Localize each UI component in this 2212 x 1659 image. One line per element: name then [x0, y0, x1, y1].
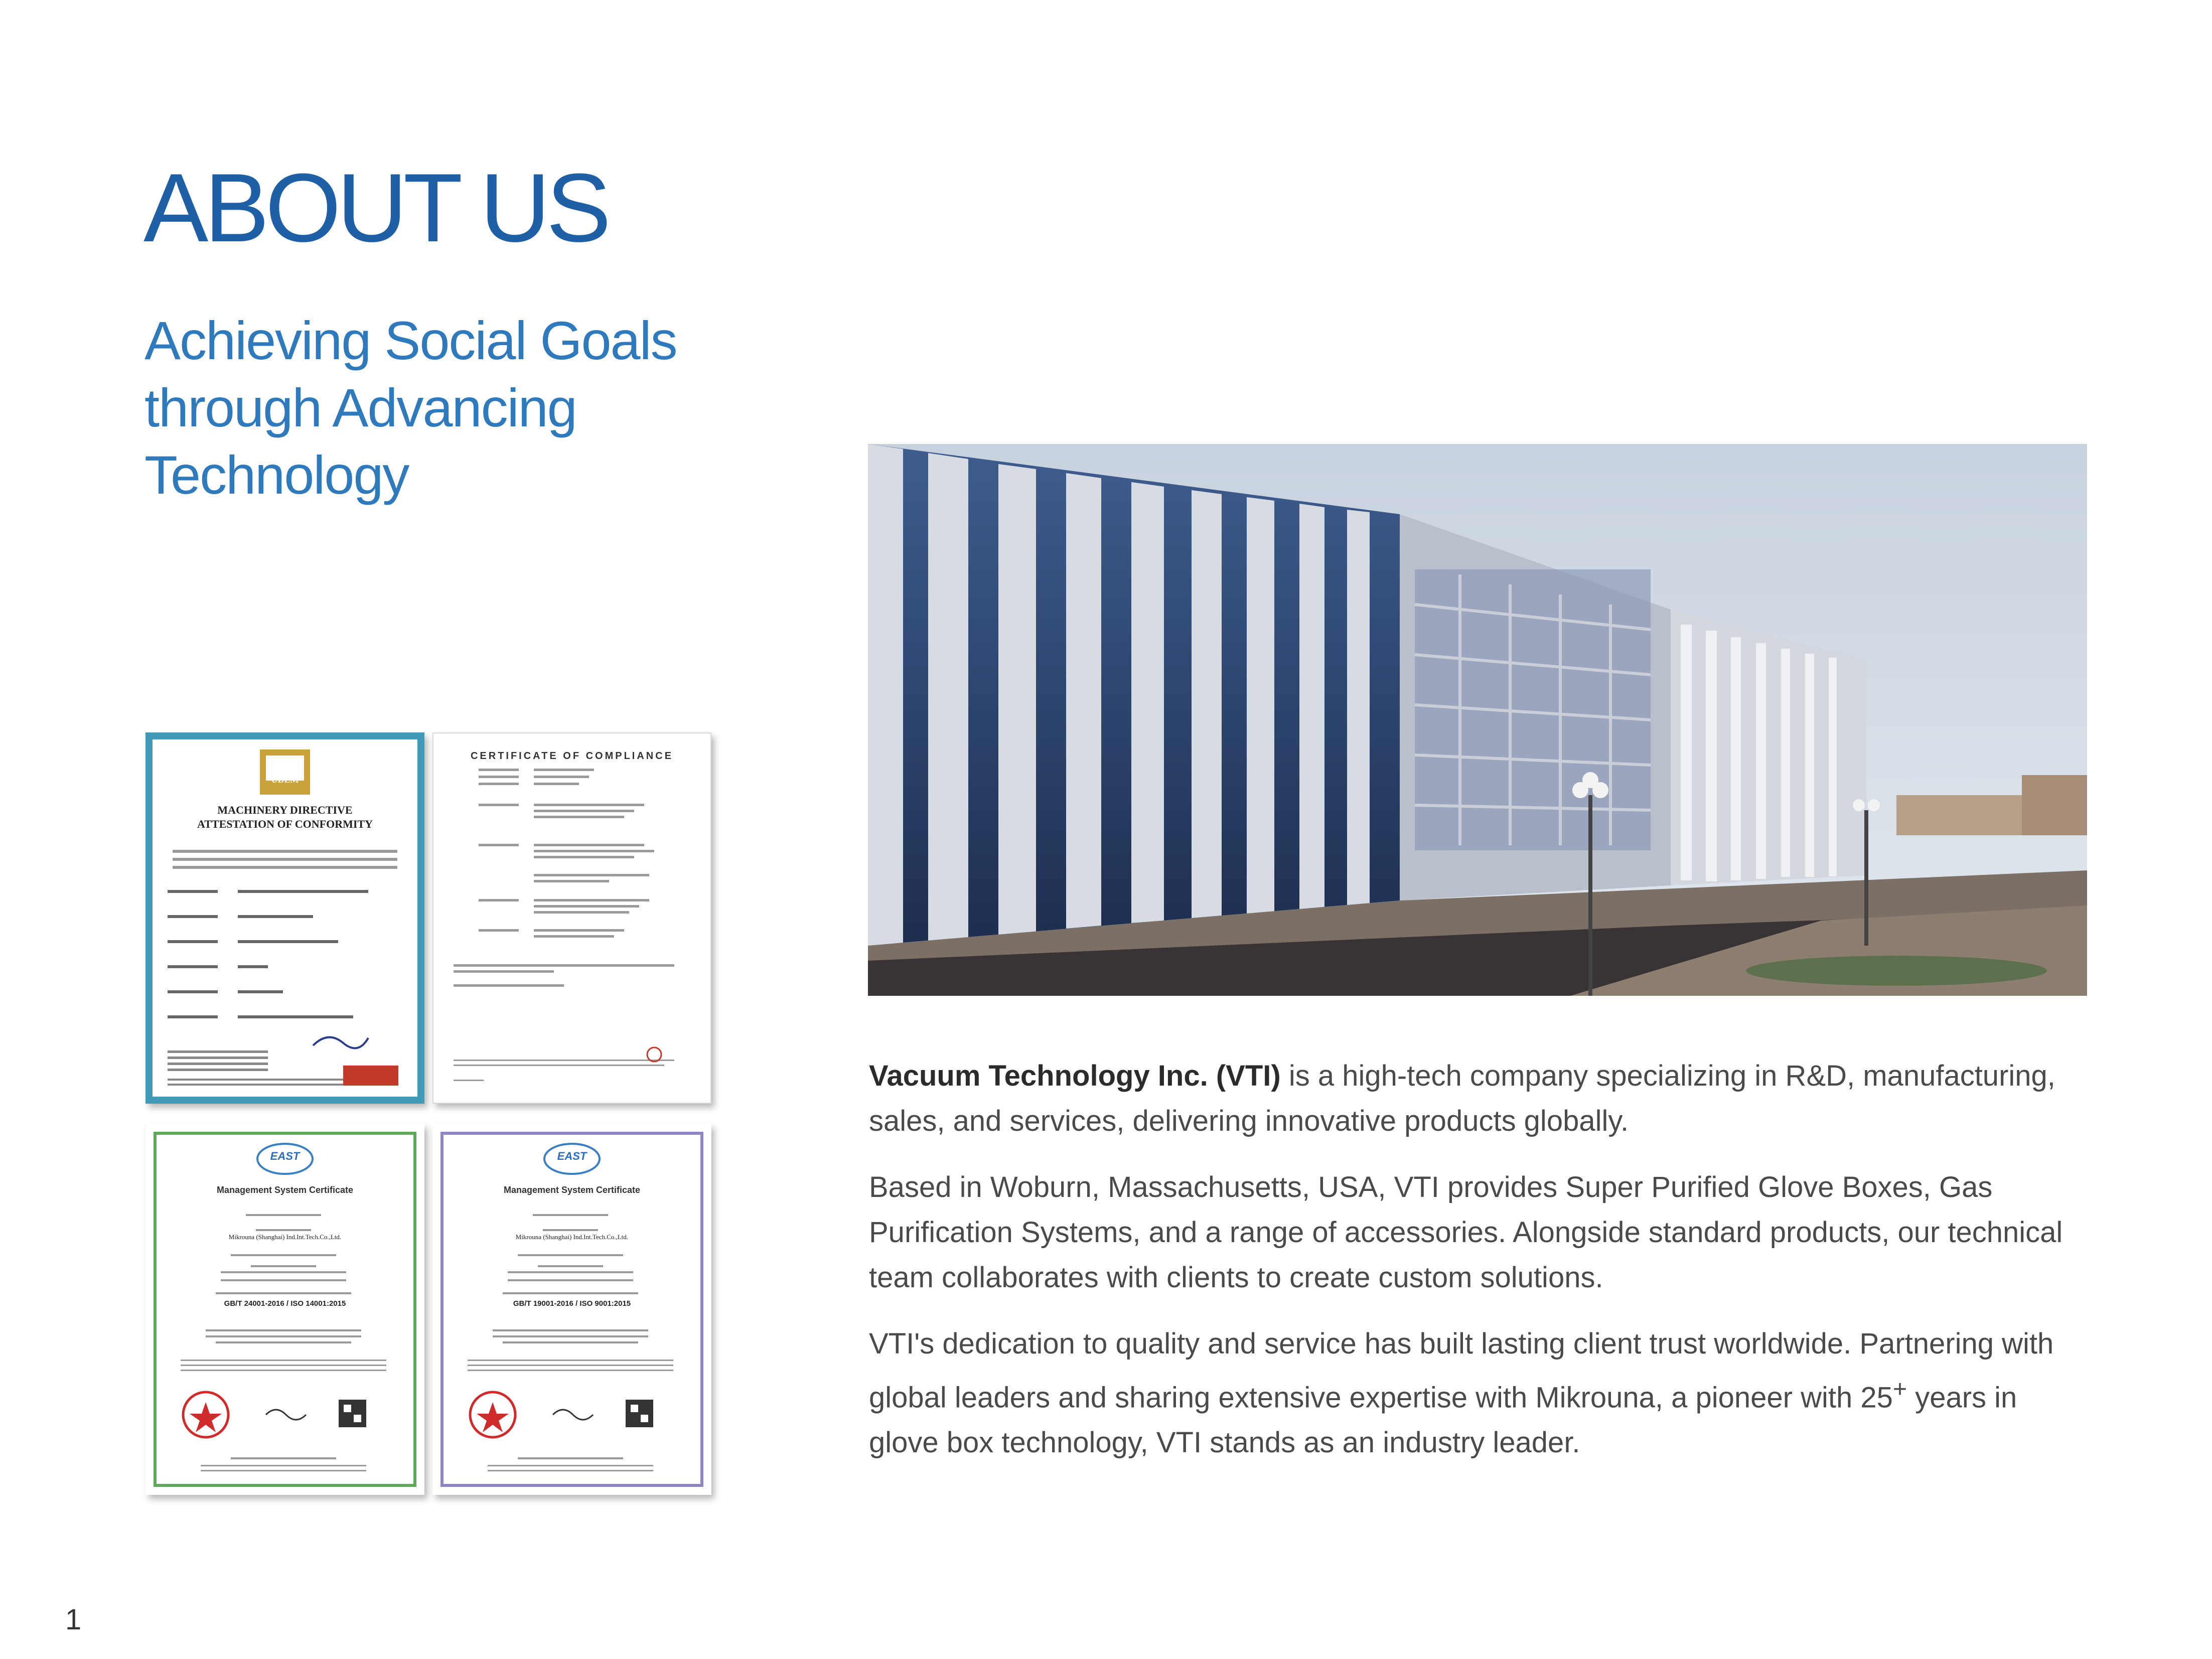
udem-logo-text: UDEM: [271, 775, 299, 785]
certificate-udem: [145, 732, 424, 1104]
certificate-east-green-art: [151, 1129, 419, 1490]
about-body: [869, 1053, 2073, 1486]
subtitle-line-3: Technology: [144, 444, 409, 505]
paragraph-2: Based in Woburn, Massachusetts, USA, VTI provides Super Purified Glove Boxes, Gas Purification Systems, and a range of accessories. Alongside standard products, our technical team collaborates with clients to create custom solutions.: [869, 1171, 2063, 1294]
page-number: 1: [65, 1603, 82, 1636]
page-title: ABOUT US: [143, 154, 608, 262]
company-name: Vacuum Technology Inc. (VTI): [869, 1060, 1281, 1092]
ul-title: CERTIFICATE OF COMPLIANCE: [470, 750, 674, 762]
east-purple-company: Mikrouna (Shanghai) Ind.Int.Tech.Co.,Ltd.: [515, 1233, 629, 1241]
certificate-east-quality: [432, 1124, 711, 1495]
subtitle-line-2: through Advancing: [144, 377, 576, 438]
east-green-standard: GB/T 24001-2016 / ISO 14001:2015: [224, 1299, 346, 1308]
certificate-udem-art: [153, 739, 417, 1097]
east-purple-title: Management System Certificate: [503, 1185, 641, 1195]
certificate-east-purple-art: [437, 1129, 706, 1490]
paragraph-3-text-b: years in glove box technology, VTI stands as an industry leader.: [869, 1381, 2017, 1459]
east-green-title: Management System Certificate: [216, 1185, 354, 1195]
building-photo: [868, 444, 2087, 996]
page-subtitle: [144, 307, 797, 509]
udem-title-line-1: MACHINERY DIRECTIVE: [217, 804, 353, 816]
paragraph-1-text: is a high-tech company specializing in R&D, manufacturing, sales, and services, delivering innovative products globally.: [869, 1060, 2055, 1137]
paragraph-3: [869, 1321, 2073, 1465]
certificate-ul: [432, 732, 711, 1104]
east-logo-green: EAST: [270, 1150, 300, 1162]
udem-title-line-2: ATTESTATION OF CONFORMITY: [197, 818, 373, 830]
east-purple-standard: GB/T 19001-2016 / ISO 9001:2015: [513, 1299, 631, 1308]
plus-superscript: +: [1892, 1376, 1907, 1403]
east-green-company: Mikrouna (Shanghai) Ind.Int.Tech.Co.,Ltd.: [228, 1233, 342, 1241]
certificate-ul-art: [433, 733, 710, 1103]
subtitle-line-1: Achieving Social Goals: [144, 310, 677, 371]
certificate-east-environmental: [145, 1124, 424, 1495]
paragraph-3-text-a: VTI's dedication to quality and service has built lasting client trust worldwide. Partnering with global leaders and sharing extensive expertise with Mikrouna, a pioneer with 25: [869, 1327, 2054, 1414]
east-logo-purple: EAST: [557, 1150, 587, 1162]
paragraph-1: [869, 1053, 2073, 1144]
